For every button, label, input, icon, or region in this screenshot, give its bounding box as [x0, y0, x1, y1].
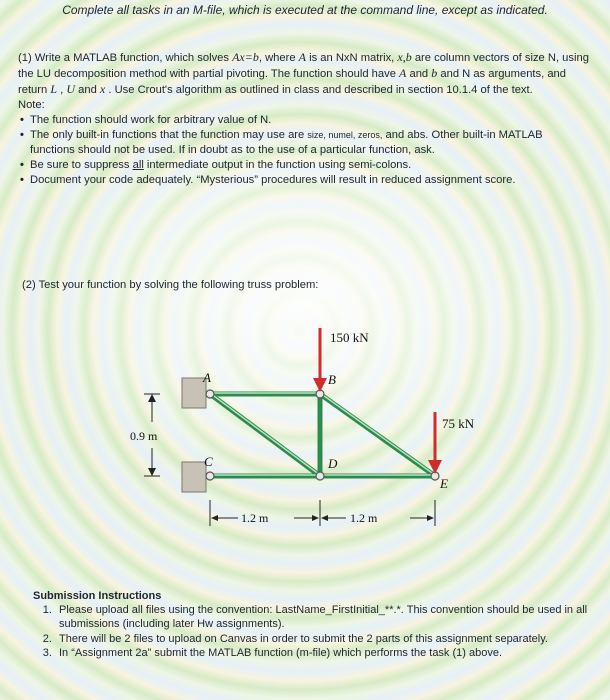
- task-1-text: (1) Write a MATLAB function, which solves: [18, 52, 229, 64]
- node-label-B: B: [328, 372, 336, 387]
- note-item: [18, 173, 590, 188]
- task-1-text: and: [78, 84, 97, 96]
- submission-item: 3. In “Assignment 2a” submit the MATLAB function (m-file) which performs the task (1) above.: [55, 646, 593, 660]
- task-1-description: [18, 50, 590, 98]
- task-1-text: and: [409, 68, 429, 80]
- symbol-A: A: [399, 66, 407, 80]
- note-item: [18, 158, 590, 173]
- note-list: [18, 113, 590, 188]
- note-text: Be sure to suppress: [30, 159, 130, 171]
- submission-item: 2. There will be 2 files to upload on Canvas in order to submit the 2 parts of this assignment separately.: [55, 632, 593, 646]
- load-arrowhead-top: [313, 378, 327, 392]
- symbol-x: x: [99, 82, 106, 96]
- note-item: [18, 113, 590, 128]
- truss-members: [210, 394, 435, 476]
- pin-C: [206, 472, 214, 480]
- function-names: size, numel, zeros,: [307, 130, 383, 140]
- task-1-text: ,: [60, 84, 64, 96]
- span-label-1: 1.2 m: [241, 511, 269, 525]
- symbol-L: L: [50, 82, 58, 96]
- task-1-text: . Use Crout's algorithm as outlined in class and described in section 10.1.4 of the text.: [108, 84, 533, 96]
- node-label-C: C: [204, 454, 213, 469]
- load-label-top: 150 kN: [330, 330, 369, 345]
- task-1-text: and N as arguments, and return: [18, 68, 566, 96]
- truss-diagram: [100, 320, 520, 530]
- symbol-A: A: [298, 50, 306, 64]
- node-label-D: D: [328, 456, 338, 471]
- submission-title: Submission Instructions: [33, 590, 162, 602]
- note-text: and abs. Other built-in MATLAB functions should not be used. If in doubt as to the use of a particular function, ask.: [30, 129, 543, 156]
- underlined-word: all: [132, 159, 144, 171]
- note-text: The function should work for arbitrary value of N.: [30, 114, 272, 126]
- submission-item: 1. Please upload all files using the convention: LastName_FirstInitial_**.*. This convention should be used in all submissions (including later Hw assignments).: [55, 603, 593, 631]
- submission-list: [33, 603, 593, 660]
- node-label-A: A: [203, 370, 211, 385]
- symbol-b: b: [431, 66, 438, 80]
- dimension-lines: [144, 394, 435, 526]
- node-label-E: E: [440, 476, 448, 491]
- task-1-text: , where: [258, 52, 296, 64]
- height-label: 0.9 m: [130, 429, 158, 443]
- symbol-x-b: x,b: [397, 50, 412, 64]
- member-AD: [210, 394, 320, 476]
- note-text: Document your code adequately. “Mysterious” procedures will result in reduced assignment score.: [30, 174, 516, 186]
- wall-support-lower: [182, 462, 206, 492]
- load-label-right: 75 kN: [442, 416, 475, 431]
- note-label: Note:: [18, 99, 45, 111]
- span-label-2: 1.2 m: [350, 511, 378, 525]
- pin-D: [316, 472, 324, 480]
- note-text: intermediate output in the function using semi-colons.: [146, 159, 412, 171]
- task-1-text: is an NxN matrix,: [309, 52, 395, 64]
- task-1: [18, 50, 590, 188]
- task-2: (2) Test your function by solving the following truss problem:: [22, 279, 319, 291]
- note-item: [18, 128, 590, 158]
- note-text: The only built-in functions that the function may use are: [30, 129, 305, 141]
- page-header: Complete all tasks in an M-file, which is executed at the command line, except as indicated.: [62, 3, 548, 17]
- pin-A: [206, 390, 214, 398]
- symbol-U: U: [66, 82, 76, 96]
- task-1-text: are column vectors of size N, using the LU decomposition method with partial pivoting. The function should have: [18, 52, 589, 80]
- equation: Ax=b: [232, 50, 259, 64]
- submission-instructions: [33, 589, 593, 660]
